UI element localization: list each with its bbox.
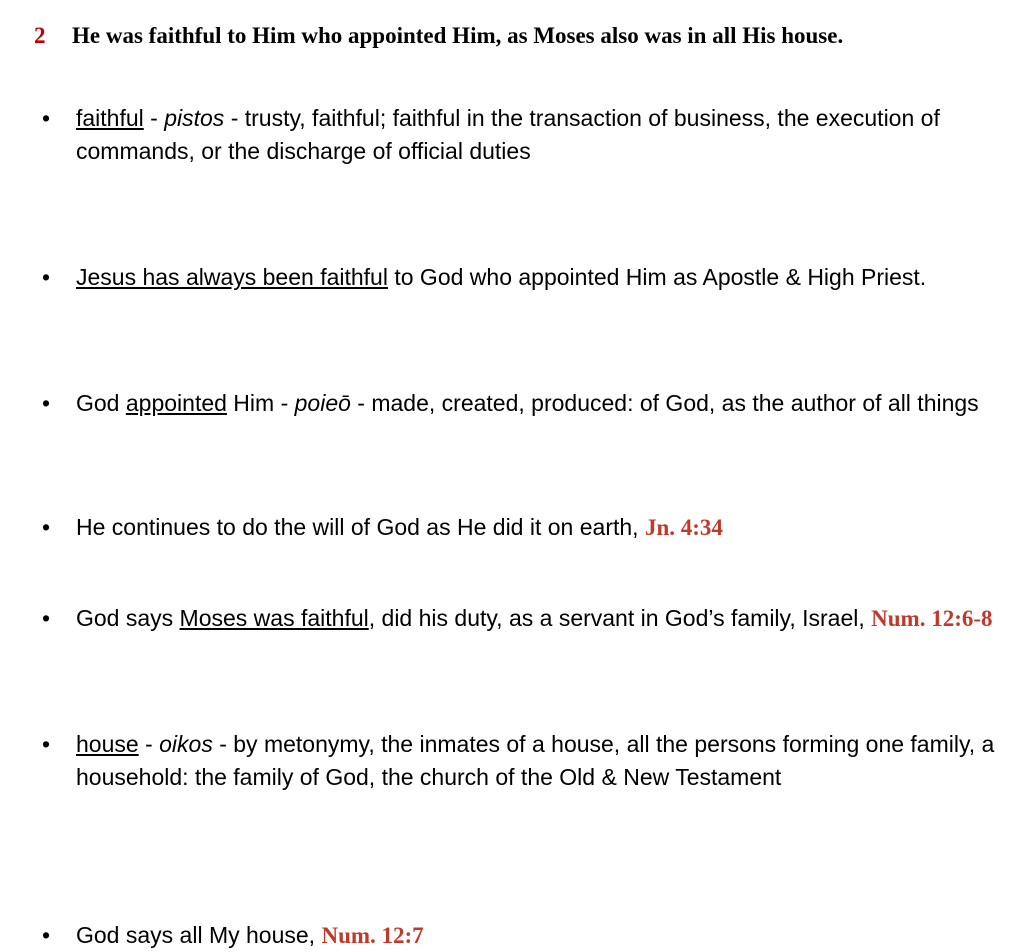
- list-item: [0, 261, 1024, 294]
- text-segment: to God who appointed Him as Apostle & High Priest.: [387, 264, 927, 290]
- list-item: [0, 387, 1024, 420]
- list-item: [0, 102, 1024, 168]
- text-segment: God says: [76, 605, 180, 631]
- bullet-icon: •: [42, 731, 51, 757]
- phrase-moses-faithful: Moses was faithful: [179, 605, 369, 631]
- verse-number: 2: [34, 23, 46, 48]
- verse-text: He was faithful to Him who appointed Him, as Moses also was in all His house.: [72, 23, 844, 48]
- text-segment: -: [143, 105, 165, 131]
- greek-term-pistos: pistos: [164, 105, 225, 131]
- bullet-icon: •: [42, 105, 51, 131]
- greek-term-poieo: poieō: [294, 390, 351, 416]
- bullet-icon: •: [42, 390, 51, 416]
- text-segment: -: [138, 731, 160, 757]
- greek-term-oikos: oikos: [159, 731, 213, 757]
- bullet-icon: •: [42, 605, 51, 631]
- scripture-reference: Num. 12:7: [321, 923, 424, 948]
- text-segment: - trusty, faithful; faithful in the transaction of business, the execution of commands, or the discharge of official duties: [76, 105, 940, 164]
- scripture-reference: Jn. 4:34: [644, 515, 723, 540]
- term-appointed: appointed: [125, 390, 227, 416]
- text-segment: - made, created, produced: of God, as the author of all things: [350, 390, 979, 416]
- list-item: [0, 919, 1024, 952]
- text-segment: God says all My house,: [76, 922, 322, 948]
- text-segment: God: [76, 390, 126, 416]
- list-item: [0, 511, 1024, 544]
- term-faithful: faithful: [76, 105, 144, 131]
- bullet-icon: •: [42, 514, 51, 540]
- commentary-list: [0, 102, 1024, 948]
- scripture-reference: Num. 12:6-8: [871, 606, 993, 631]
- verse-heading: [34, 20, 1024, 52]
- text-segment: , did his duty, as a servant in God’s family, Israel,: [368, 605, 872, 631]
- bullet-icon: •: [42, 922, 51, 948]
- phrase-jesus-faithful: Jesus has always been faithful: [76, 264, 388, 290]
- bullet-icon: •: [42, 264, 51, 290]
- list-item: [0, 728, 1024, 794]
- text-segment: Him -: [226, 390, 295, 416]
- list-item: [0, 602, 1024, 635]
- text-segment: He continues to do the will of God as He did it on earth,: [76, 514, 645, 540]
- text-segment: - by metonymy, the inmates of a house, all the persons forming one family, a household: the family of God, the church of the Old & New Testament: [76, 731, 995, 790]
- term-house: house: [76, 731, 139, 757]
